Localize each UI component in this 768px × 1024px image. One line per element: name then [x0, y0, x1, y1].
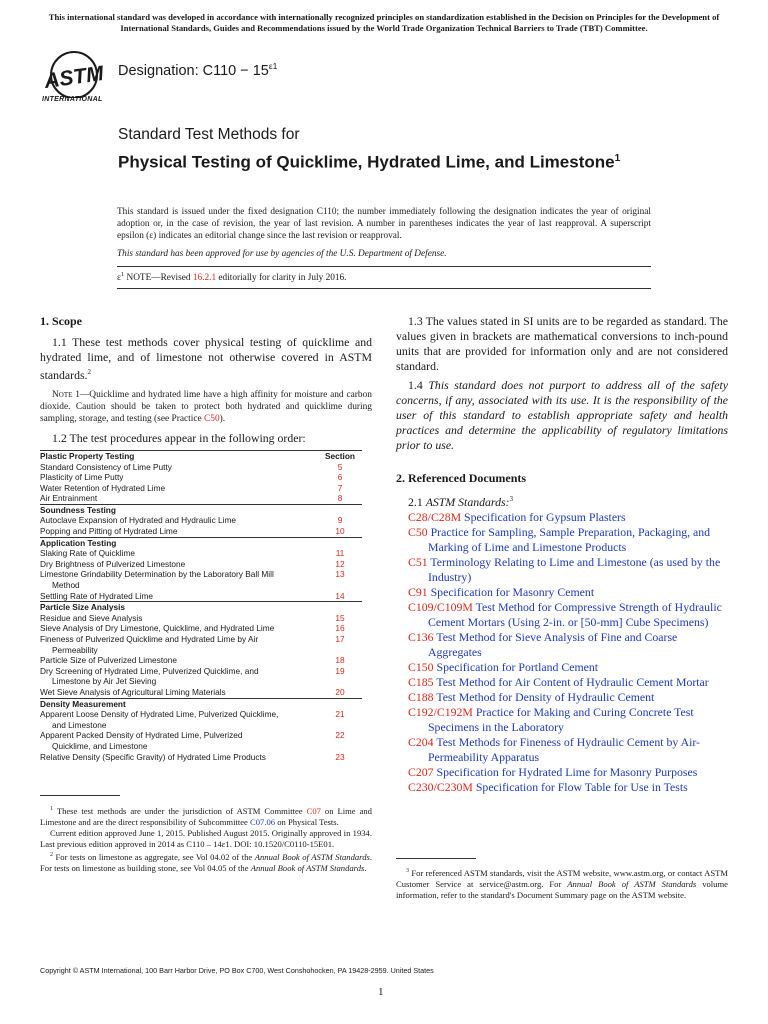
section-number[interactable]: 6 — [337, 472, 343, 483]
copyright: Copyright © ASTM International, 100 Barr Harbor Drive, PO Box C700, West Conshohocken, PA 19428-2959. United States — [40, 966, 434, 975]
table-row — [40, 591, 362, 602]
procedure-label — [40, 613, 318, 624]
reference-code-link[interactable]: C51 — [408, 554, 428, 569]
row-label: Particle Size of Pulverized Limestone — [40, 655, 177, 666]
procedure-label — [40, 730, 318, 751]
fn2-sup: 2 — [50, 851, 53, 858]
scope-1-4 — [396, 378, 728, 453]
table-category-row — [40, 602, 362, 613]
footnote-2 — [40, 850, 372, 874]
fn1-c: on Physical Tests. — [275, 816, 339, 827]
procedure-label — [40, 634, 318, 655]
section-number[interactable]: 22 — [335, 730, 345, 741]
procedure-label — [40, 559, 318, 570]
reference-item — [408, 525, 728, 555]
table-row — [40, 730, 362, 751]
designation-sup: ε1 — [268, 61, 278, 71]
category-label — [40, 504, 318, 515]
procedure-label — [40, 462, 318, 473]
section-number[interactable]: 19 — [335, 665, 345, 676]
header-notice: This international standard was developed in accordance with internationally recognized principles on standardization established in the Decision on Principles for the Development of International Standards, Guides and Recommendations issued by the World Trade Organization Technical Barriers to Trade (TBT) Committee. — [48, 12, 720, 33]
procedure-label — [40, 472, 318, 483]
row-label: Plasticity of Lime Putty — [40, 472, 124, 483]
row-label: Air Entrainment — [40, 493, 98, 504]
note-1 — [40, 389, 372, 425]
row-label: Wet Sieve Analysis of Agricultural Liming Materials — [40, 686, 226, 697]
table-row — [40, 483, 362, 494]
table-row — [40, 569, 362, 590]
section-number — [318, 537, 362, 548]
footnote-1-edition: Current edition approved June 1, 2015. Published August 2015. Originally approved in 1934. Last previous edition approved in 2014 as C110 – 14ε1. DOI: 10.1520/C0110-15E01. — [40, 827, 372, 849]
row-label: Standard Consistency of Lime Putty — [40, 461, 172, 472]
footnote-rule — [396, 858, 476, 859]
reference-item — [408, 510, 728, 525]
divider — [117, 266, 651, 267]
svg-text:ASTM: ASTM — [42, 61, 105, 94]
designation — [118, 61, 277, 79]
table-row — [40, 548, 362, 559]
table-row — [40, 634, 362, 655]
table-row — [40, 515, 362, 526]
section-number[interactable]: 5 — [337, 461, 343, 472]
table-header-row — [40, 450, 362, 461]
reference-item — [408, 555, 728, 585]
section-number[interactable]: 21 — [335, 709, 345, 720]
row-label: Soundness Testing — [40, 504, 116, 515]
title-line-2: Physical Testing of Quicklime, Hydrated Lime, and Limestone — [118, 152, 615, 172]
section-number[interactable]: 9 — [337, 515, 343, 526]
row-label: Sieve Analysis of Dry Limestone, Quicklime, and Hydrated Lime — [40, 623, 275, 634]
reference-code-link[interactable]: C91 — [408, 584, 428, 599]
fn1-link-c0706[interactable]: C07.06 — [250, 816, 276, 827]
reference-item — [408, 660, 728, 675]
logo-subtext: INTERNATIONAL — [42, 96, 103, 103]
procedure-label — [40, 591, 318, 602]
category-label — [40, 698, 318, 709]
title-line-1: Standard Test Methods for — [118, 126, 300, 143]
row-label-continued: and Limestone — [52, 719, 107, 730]
section-number[interactable]: 14 — [335, 590, 345, 601]
table-row — [40, 493, 362, 504]
editorial-note — [117, 271, 651, 283]
section-number — [318, 504, 362, 515]
reference-item — [408, 735, 728, 765]
section-number[interactable]: 10 — [335, 526, 345, 537]
note-text-1: —Quicklime and hydrated lime have a high affinity for moisture and carbon dioxide. Caution should be taken to protect both hydrated and quicklime during sampling, storage, and testing (see Practice — [40, 389, 372, 424]
row-label: Dry Brightness of Pulverized Limestone — [40, 558, 186, 569]
refdocs-sub — [396, 492, 728, 510]
divider — [117, 288, 651, 289]
procedure-label — [40, 666, 318, 687]
reference-code-link[interactable]: C50 — [408, 524, 428, 539]
procedure-label — [40, 687, 318, 698]
col-property: Plastic Property Testing — [40, 450, 318, 461]
note-text-2: ). — [219, 413, 226, 424]
reference-code-link[interactable]: C204 — [408, 734, 434, 749]
reference-code-link[interactable]: C28/C28M — [408, 509, 462, 524]
reference-item — [408, 780, 728, 795]
fn3-i: Annual Book of ASTM Standards — [567, 878, 697, 889]
fn3-a: For referenced ASTM standards, visit the ASTM website, www.astm.org, or contact ASTM Customer Service at service@astm.org. For — [396, 867, 728, 889]
reference-item — [408, 585, 728, 600]
procedure-label — [40, 548, 318, 559]
left-column — [40, 314, 372, 764]
procedure-label — [40, 569, 318, 590]
reference-code-link[interactable]: C109/C109M — [408, 599, 473, 614]
section-number[interactable]: 13 — [335, 569, 345, 580]
reference-code-link[interactable]: C150 — [408, 659, 434, 674]
reference-code-link[interactable]: C185 — [408, 674, 434, 689]
reference-title-link[interactable]: Practice for Making and Curing Concrete Test Specimens in the Laboratory — [428, 704, 694, 734]
reference-item — [408, 765, 728, 780]
fn3-sup: 3 — [406, 868, 409, 874]
table-row — [40, 559, 362, 570]
fn2-c: . — [364, 862, 367, 873]
procedure-label — [40, 526, 318, 537]
enote-text-2: editorially for clarity in July 2016. — [216, 273, 347, 284]
row-label: Apparent Loose Density of Hydrated Lime, Pulverized Quicklime, — [40, 709, 279, 720]
table-row — [40, 666, 362, 687]
dod-approval: This standard has been approved for use by agencies of the U.S. Department of Defense. — [117, 249, 447, 259]
procedure-label — [40, 483, 318, 494]
fn1-link-c07[interactable]: C07 — [306, 805, 321, 816]
table-row — [40, 526, 362, 537]
reference-code-link[interactable]: C192/C192M — [408, 704, 473, 719]
refdocs-sub-sup: 3 — [509, 495, 513, 503]
table-row — [40, 687, 362, 698]
reference-code-link[interactable]: C188 — [408, 689, 434, 704]
reference-title-link[interactable]: Test Method for Sieve Analysis of Fine and Coarse Aggregates — [428, 629, 678, 659]
scope-1-1 — [40, 335, 372, 383]
procedure-label — [40, 655, 318, 666]
procedure-label — [40, 623, 318, 634]
reference-title-link[interactable]: Practice for Sampling, Sample Preparation, Packaging, and Marking of Lime and Limestone Products — [427, 524, 711, 554]
row-label-continued: Limestone by Air Jet Sieving — [52, 676, 157, 687]
section-number[interactable]: 20 — [335, 686, 345, 697]
table-category-row — [40, 698, 362, 709]
title-sup: 1 — [614, 153, 621, 164]
scope-1-4-num: 1.4 — [408, 378, 429, 392]
section-number[interactable]: 11 — [335, 548, 345, 559]
scope-1-3: 1.3 The values stated in SI units are to be regarded as standard. The values given in brackets are mathematical conversions to inch-pound units that are provided for information only and are not considered standard. — [396, 314, 728, 373]
table-body — [40, 462, 362, 765]
category-label — [40, 602, 318, 613]
astm-logo — [40, 48, 112, 110]
fn2-i2: Annual Book of ASTM Standards — [250, 862, 365, 873]
row-label: Limestone Grindability Determination by the Laboratory Ball Mill — [40, 569, 274, 580]
section-number[interactable]: 8 — [337, 493, 343, 504]
right-column — [396, 314, 728, 795]
section-number[interactable]: 12 — [335, 558, 345, 569]
reference-item — [408, 705, 728, 735]
row-label: Residue and Sieve Analysis — [40, 612, 143, 623]
col-section: Section — [318, 450, 362, 461]
issued-statement: This standard is issued under the fixed designation C110; the number immediately following the designation indicates the year of original adoption or, in the case of revision, the year of last revision. A number in parentheses indicates the year of last reapproval. A superscript epsilon (ε) indicates an editorial change since the last revision or reapproval. — [117, 207, 651, 241]
fn2-b: . For tests on limestone as building stone, see Vol 04.05 of the — [40, 851, 372, 873]
reference-title-link[interactable]: Terminology Relating to Lime and Limestone (as used by the Industry) — [427, 554, 721, 584]
reference-title-link[interactable]: Specification for Masonry Cement — [427, 584, 595, 599]
table-row — [40, 462, 362, 473]
reference-title-link[interactable]: Test Method for Compressive Strength of Hydraulic Cement Mortars (Using 2-in. or [50-mm] Cube Specimens) — [428, 599, 722, 629]
section-number[interactable]: 7 — [337, 482, 343, 493]
row-label: Relative Density (Specific Gravity) of Hydrated Lime Products — [40, 751, 266, 762]
reference-code-link[interactable]: C230/C230M — [408, 779, 473, 794]
category-label — [40, 537, 318, 548]
reference-code-link[interactable]: C136 — [408, 629, 434, 644]
row-label: Dry Screening of Hydrated Lime, Pulverized Quicklime, and — [40, 665, 259, 676]
scope-1-4-text: This standard does not purport to address all of the safety concerns, if any, associated with its use. It is the responsibility of the user of this standard to establish appropriate safety and health practices and determine the applicability of regulatory limitations prior to use. — [396, 378, 728, 452]
reference-item — [408, 630, 728, 660]
fn1-a: These test methods are under the jurisdiction of ASTM Committee — [53, 805, 307, 816]
row-label-continued: Permeability — [52, 644, 98, 655]
reference-title-link[interactable]: Specification for Hydrated Lime for Masonry Purposes — [433, 764, 698, 779]
section-number — [318, 698, 362, 709]
title-main — [118, 148, 638, 174]
row-label: Water Retention of Hydrated Lime — [40, 482, 166, 493]
row-label: Settling Rate of Hydrated Lime — [40, 590, 153, 601]
reference-title-link[interactable]: Specification for Portland Cement — [433, 659, 599, 674]
designation-text: Designation: C110 − 15 — [118, 62, 269, 79]
procedure-label — [40, 493, 318, 504]
procedure-label — [40, 515, 318, 526]
section-number[interactable]: 16 — [335, 623, 345, 634]
refdocs-heading: 2. Referenced Documents — [396, 471, 527, 485]
refdocs-sub-title: ASTM Standards: — [425, 494, 510, 509]
references-list — [408, 510, 728, 795]
note-link[interactable]: C50 — [204, 413, 220, 424]
row-label: Density Measurement — [40, 698, 126, 709]
fn2-i1: Annual Book of ASTM Standards — [254, 851, 370, 862]
note-label: Note 1 — [52, 389, 80, 400]
section-number[interactable]: 17 — [335, 634, 345, 645]
fn1-sup: 1 — [50, 806, 53, 812]
reference-title-link[interactable]: Specification for Gypsum Plasters — [461, 509, 626, 524]
page-number: 1 — [378, 986, 384, 998]
table-category-row — [40, 537, 362, 548]
refdocs-sub-num: 2.1 — [408, 494, 426, 509]
table-row — [40, 752, 362, 765]
fn3-b: volume information, refer to the standard's Document Summary page on the ASTM website. — [396, 878, 728, 900]
reference-code-link[interactable]: C207 — [408, 764, 434, 779]
row-label-continued: Quicklime, and Limestone — [52, 740, 148, 751]
procedures-table — [40, 450, 362, 764]
scope-1-1-text: 1.1 These test methods cover physical testing of quicklime and hydrated lime, and of limestone not otherwise covered in ASTM standards. — [40, 335, 372, 382]
fn2-a: For tests on limestone as aggregate, see Vol 04.02 of the — [53, 851, 255, 862]
reference-item — [408, 690, 728, 705]
row-label: Popping and Pitting of Hydrated Lime — [40, 526, 178, 537]
enote-sup: 1 — [120, 271, 125, 278]
scope-1-2: 1.2 The test procedures appear in the following order: — [52, 430, 306, 445]
fn1-b: on Lime and Limestone and are the direct responsibility of Subcommittee — [40, 805, 372, 827]
reference-title-link[interactable]: Test Methods for Fineness of Hydraulic Cement by Air-Permeability Apparatus — [428, 734, 700, 764]
row-label: Particle Size Analysis — [40, 602, 126, 613]
section-number[interactable]: 18 — [335, 655, 345, 666]
enote-link[interactable]: 16.2.1 — [192, 273, 217, 284]
row-label: Fineness of Pulverized Quicklime and Hydrated Lime by Air — [40, 634, 259, 645]
footnote-1 — [40, 804, 372, 828]
scope-heading: 1. Scope — [40, 314, 82, 328]
footnotes-left — [40, 804, 372, 874]
reference-item — [408, 600, 728, 630]
row-label-continued: Method — [52, 580, 80, 591]
section-number[interactable]: 23 — [335, 751, 345, 762]
table-row — [40, 472, 362, 483]
reference-title-link[interactable]: Test Method for Air Content of Hydraulic Cement Mortar — [433, 674, 709, 689]
reference-title-link[interactable]: Test Method for Density of Hydraulic Cement — [433, 689, 655, 704]
row-label: Slaking Rate of Quicklime — [40, 548, 135, 559]
table-row — [40, 623, 362, 634]
row-label: Apparent Packed Density of Hydrated Lime, Pulverized — [40, 730, 243, 741]
table-category-row — [40, 504, 362, 515]
table-row — [40, 613, 362, 624]
reference-title-link[interactable]: Specification for Flow Table for Use in Tests — [472, 779, 688, 794]
footnote-3 — [396, 866, 728, 901]
enote-epsilon: ε — [117, 273, 121, 284]
section-number — [318, 602, 362, 613]
procedure-label — [40, 709, 318, 730]
table-row — [40, 709, 362, 730]
enote-text-1: NOTE—Revised — [124, 273, 193, 284]
row-label: Application Testing — [40, 537, 117, 548]
row-label: Autoclave Expansion of Hydrated and Hydraulic Lime — [40, 515, 237, 526]
scope-1-1-sup: 2 — [87, 368, 92, 376]
procedure-label — [40, 752, 318, 765]
footnotes-right — [396, 866, 728, 901]
reference-item — [408, 675, 728, 690]
section-number[interactable]: 15 — [335, 612, 345, 623]
footnote-rule — [40, 795, 120, 796]
table-row — [40, 655, 362, 666]
